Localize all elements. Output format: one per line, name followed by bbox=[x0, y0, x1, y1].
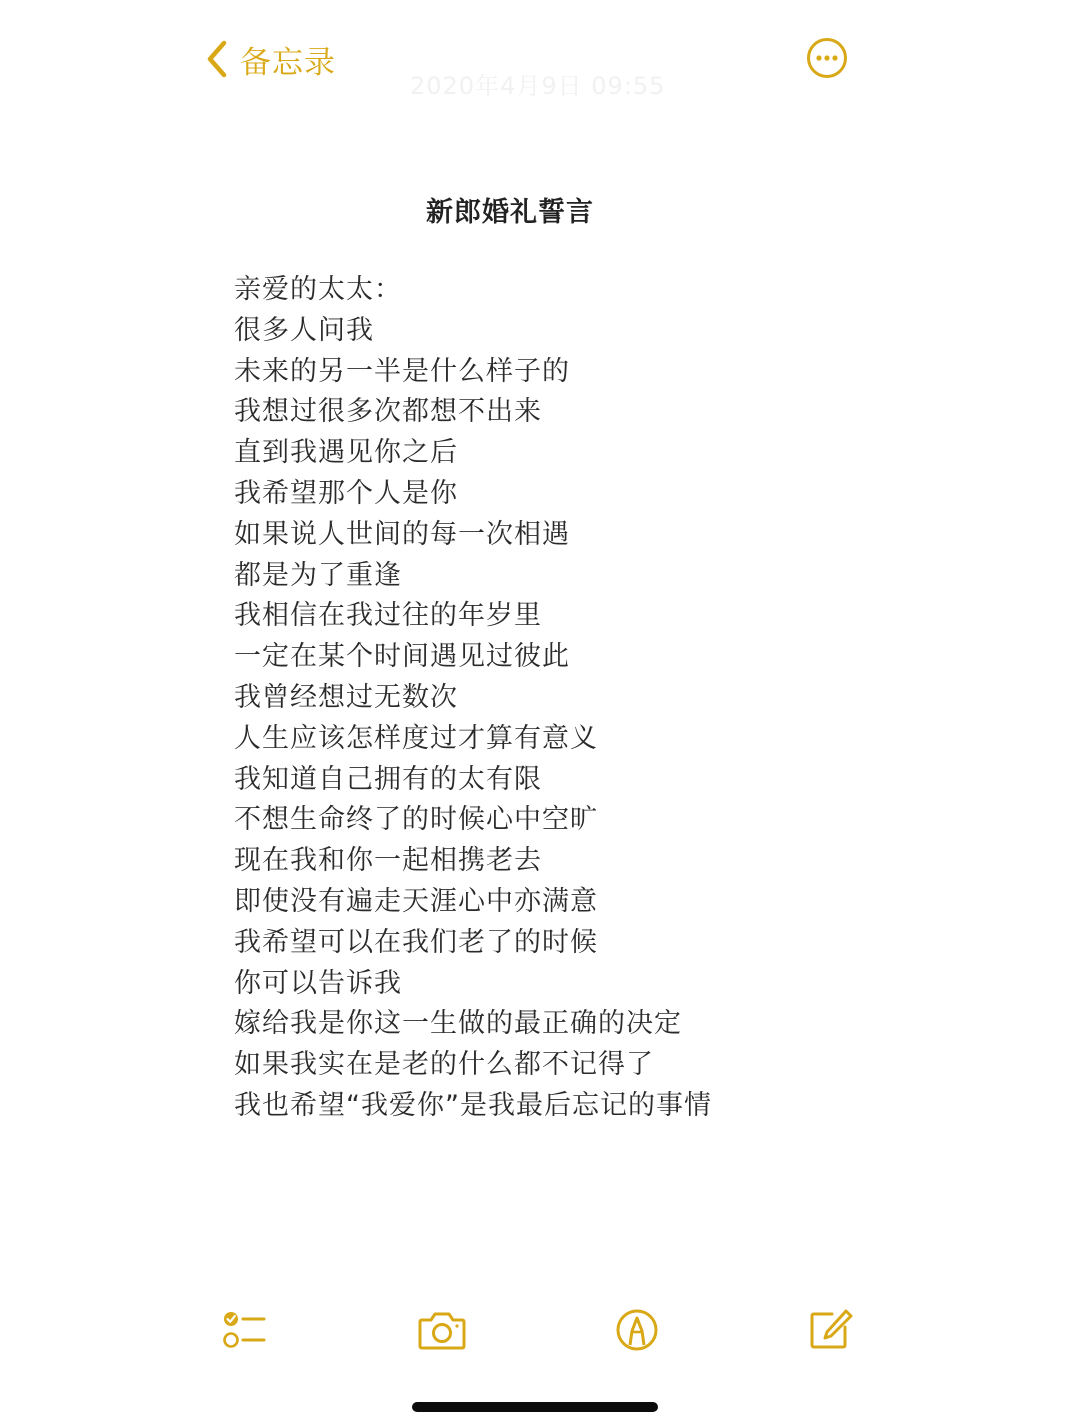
note-line: 亲爱的太太： bbox=[234, 274, 402, 305]
chevron-left-icon bbox=[204, 39, 230, 79]
note-line: 我也希望“我爱你”是我最后忘记的事情 bbox=[234, 1089, 712, 1121]
note-line: 如果我实在是老的什么都不记得了 bbox=[234, 1049, 654, 1081]
home-indicator[interactable] bbox=[412, 1402, 658, 1412]
note-line: 未来的另一半是什么样子的 bbox=[234, 355, 570, 387]
note-line: 我希望可以在我们老了的时候 bbox=[234, 926, 598, 958]
note-line: 我想过很多次都想不出来 bbox=[234, 396, 542, 428]
compose-icon[interactable] bbox=[806, 1305, 858, 1355]
note-timestamp: 2020年4月9日 09:55 bbox=[410, 72, 666, 100]
camera-icon[interactable] bbox=[416, 1305, 468, 1355]
note-title: 新郎婚礼誓言 bbox=[426, 197, 594, 228]
note-line: 我相信在我过往的年岁里 bbox=[234, 600, 542, 632]
note-line: 很多人问我 bbox=[234, 314, 374, 346]
checklist-icon[interactable] bbox=[218, 1305, 270, 1355]
back-label: 备忘录 bbox=[240, 44, 336, 81]
ellipsis-circle-icon[interactable] bbox=[806, 37, 848, 79]
note-line: 直到我遇见你之后 bbox=[234, 437, 458, 469]
note-line: 我曾经想过无数次 bbox=[234, 681, 458, 713]
back-button[interactable] bbox=[204, 36, 336, 82]
note-line: 都是为了重逢 bbox=[234, 559, 402, 591]
note-line: 嫁给我是你这一生做的最正确的决定 bbox=[234, 1008, 682, 1040]
markup-pen-icon[interactable] bbox=[611, 1305, 663, 1355]
note-line: 现在我和你一起相携老去 bbox=[234, 845, 542, 877]
note-line: 不想生命终了的时候心中空旷 bbox=[234, 804, 598, 836]
note-line: 我希望那个人是你 bbox=[234, 477, 458, 509]
note-line: 我知道自己拥有的太有限 bbox=[234, 763, 542, 795]
note-body[interactable] bbox=[234, 270, 934, 1127]
note-line: 一定在某个时间遇见过彼此 bbox=[234, 641, 570, 673]
note-line: 如果说人世间的每一次相遇 bbox=[234, 518, 570, 550]
note-line: 即使没有遍走天涯心中亦满意 bbox=[234, 885, 598, 917]
note-line: 人生应该怎样度过才算有意义 bbox=[234, 722, 598, 754]
note-line: 你可以告诉我 bbox=[234, 967, 402, 999]
